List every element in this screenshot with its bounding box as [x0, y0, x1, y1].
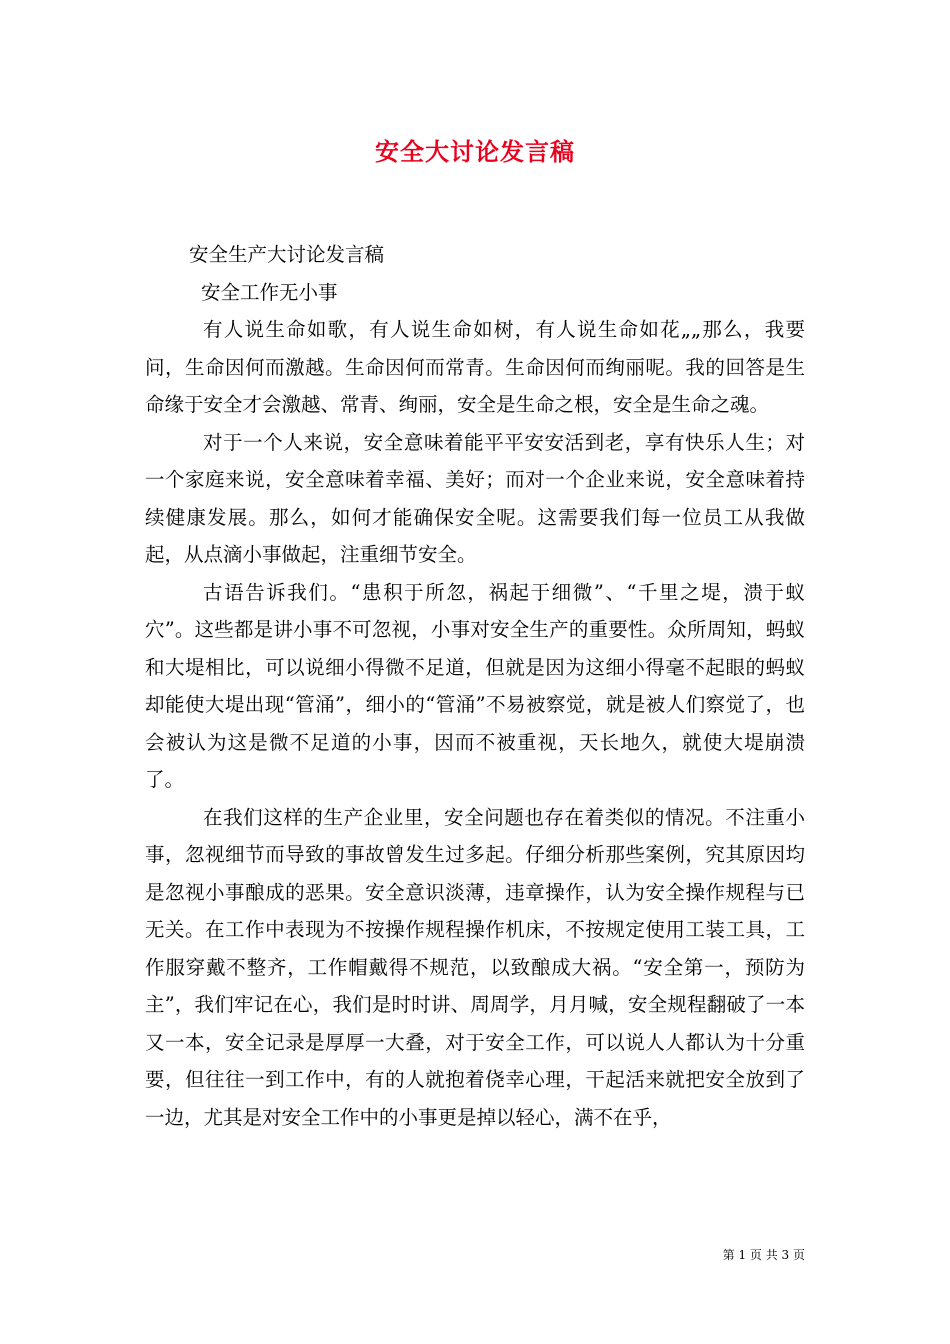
page-title: 安全大讨论发言稿 [375, 137, 575, 166]
page-number-footer: 第 1 页 共 3 页 [722, 1248, 805, 1262]
document-subtitle-2: 安全工作无小事 [201, 280, 338, 304]
document-body [145, 236, 805, 1136]
paragraph-1: 有人说生命如歌，有人说生命如树，有人说生命如花„„那么，我要问，生命因何而激越。生命因何而常青。生命因何而绚丽呢。我的回答是生命缘于安全才会激越、常青、绚丽，安全是生命之根，安全是生命之魂。 [145, 318, 805, 416]
paragraph-2: 对于一个人来说，安全意味着能平平安安活到老，享有快乐人生；对一个家庭来说，安全意味着幸福、美好；而对一个企业来说，安全意味着持续健康发展。那么，如何才能确保安全呢。这需要我们每一位员工从我做起，从点滴小事做起，注重细节安全。 [145, 430, 805, 566]
document-subtitle: 安全生产大讨论发言稿 [189, 243, 385, 266]
paragraph-3: 古语告诉我们。“患积于所忽，祸起于细微”、“千里之堤，溃于蚁穴”。这些都是讲小事不可忽视，小事对安全生产的重要性。众所周知，蚂蚁和大堤相比，可以说细小得微不足道，但就是因为这细小得毫不起眼的蚂蚁却能使大堤出现“管涌”，细小的“管涌”不易被察觉，就是被人们察觉了，也会被认为这是微不足道的小事，因而不被重视，天长地久，就使大堤崩溃了。 [145, 580, 805, 791]
paragraph-4: 在我们这样的生产企业里，安全问题也存在着类似的情况。不注重小事，忽视细节而导致的事故曾发生过多起。仔细分析那些案例，究其原因均是忽视小事酿成的恶果。安全意识淡薄，违章操作，认为安全操作规程与已无关。在工作中表现为不按操作规程操作机床，不按规定使用工装工具，工作服穿戴不整齐，工作帽戴得不规范，以致酿成大祸。“安全第一，预防为主”，我们牢记在心，我们是时时讲、周周学，月月喊，安全规程翻破了一本又一本，安全记录是厚厚一大叠，对于安全工作，可以说人人都认为十分重要，但往往一到工作中，有的人就抱着侥幸心理，干起活来就把安全放到了一边，尤其是对安全工作中的小事更是掉以轻心，满不在乎， [145, 805, 805, 1129]
